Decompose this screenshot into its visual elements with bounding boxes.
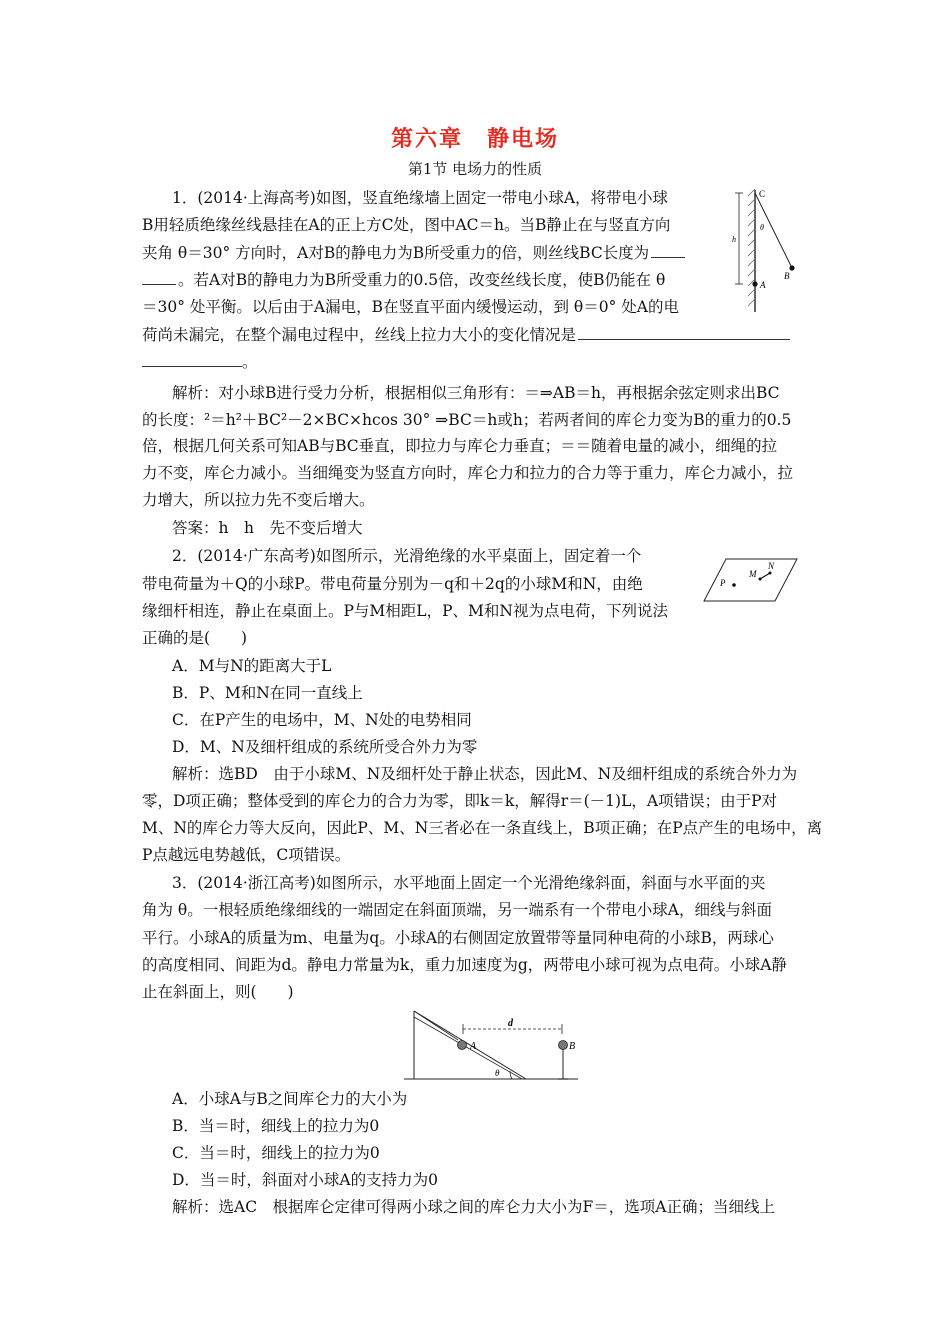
q2-line-4: 正确的是( ) xyxy=(142,629,248,647)
chapter-title: 第六章 静电场 xyxy=(390,126,559,152)
q3-option-c: C．当＝时，细线上的拉力为0 xyxy=(172,1144,380,1162)
q2-figure xyxy=(702,555,802,609)
q3-line-5: 止在斜面上，则( ) xyxy=(142,983,294,1001)
q3-option-b: B．当＝时，细线上的拉力为0 xyxy=(172,1117,380,1135)
fig2-label-m: M xyxy=(749,569,757,579)
answer-blank-1b xyxy=(142,270,176,285)
q1-line-7 xyxy=(142,352,258,372)
q1-analysis-1: 解析：对小球B进行受力分析，根据相似三角形有：＝⇒AB＝h，再根据余弦定则求出BC xyxy=(172,384,780,402)
fig2-label-p: P xyxy=(720,578,726,588)
q1-line-4 xyxy=(142,270,665,290)
q1-line-6-text: 荷尚未漏完，在整个漏电过程中，丝线上拉力大小的变化情况是 xyxy=(142,326,577,344)
fig2-label-n: N xyxy=(768,561,775,571)
q1-line-1: 1．(2014·上海高考)如图，竖直绝缘墙上固定一带电小球A，将带电小球 xyxy=(172,189,669,207)
q2-option-d: D．M、N及细杆组成的系统所受合外力为零 xyxy=(172,738,478,756)
q1-line-5: ＝30° 处平衡。以后由于A漏电，B在竖直平面内缓慢运动，到 θ＝0° 处A的电 xyxy=(142,298,679,316)
q1-line-6 xyxy=(142,325,790,345)
q1-analysis-3: 倍，根据几何关系可知AB与BC垂直，即拉力与库仑力垂直；＝＝随着电量的减小，细绳的拉 xyxy=(142,437,778,455)
q2-analysis-1: 解析：选BD 由于小球M、N及细杆处于静止状态，因此M、N及细杆组成的系统合外力为 xyxy=(172,765,798,783)
q3-figure xyxy=(400,1005,580,1087)
q3-option-d: D．当＝时，斜面对小球A的支持力为0 xyxy=(172,1171,438,1189)
answer-blank-2b xyxy=(142,352,242,367)
q2-option-a: A．M与N的距离大于L xyxy=(172,657,332,675)
q3-line-2: 角为 θ。一根轻质绝缘细线的一端固定在斜面顶端，另一端系有一个带电小球A，细线与斜面 xyxy=(142,901,772,919)
q2-analysis-4: P点越远电势越低，C项错误。 xyxy=(142,846,351,864)
fig1-label-a: A xyxy=(760,280,766,290)
section-title: 第1节 电场力的性质 xyxy=(407,160,543,178)
q3-analysis-1: 解析：选AC 根据库仑定律可得两小球之间的库仑力大小为F＝，选项A正确；当细线上 xyxy=(172,1198,776,1216)
q2-option-b: B．P、M和N在同一直线上 xyxy=(172,684,363,702)
q1-answer: 答案：h h 先不变后增大 xyxy=(172,519,363,537)
q3-line-4: 的高度相同、间距为d。静电力常量为k，重力加速度为g，两带电小球可视为点电荷。小球A静 xyxy=(142,956,787,974)
q3-line-1: 3．(2014·浙江高考)如图所示，水平地面上固定一个光滑绝缘斜面，斜面与水平面的夹 xyxy=(172,874,766,892)
q1-line-3-text: 夹角 θ＝30° 方向时，A对B的静电力为B所受重力的倍，则丝线BC长度为 xyxy=(142,244,650,262)
q2-line-3: 缘细杆相连，静止在桌面上。P与M相距L，P、M和N视为点电荷，下列说法 xyxy=(142,602,668,620)
q2-analysis-2: 零，D项正确；整体受到的库仑力的合力为零，即k＝k，解得r＝(－1)L，A项错误；由于P对 xyxy=(142,792,777,810)
fig1-label-b: B xyxy=(784,271,790,281)
fig1-label-c: C xyxy=(759,189,766,199)
q3-line-3: 平行。小球A的质量为m、电量为q。小球A的右侧固定放置带等量同种电荷的小球B，两球心 xyxy=(142,929,774,947)
q2-line-2: 带电荷量为＋Q的小球P。带电荷量分别为－q和＋2q的小球M和N，由绝 xyxy=(142,575,643,593)
q1-line-7-text: 。 xyxy=(242,353,258,371)
q1-figure xyxy=(722,186,812,320)
q2-analysis-3: M、N的库仑力等大反向，因此P、M、N三者必在一条直线上，B项正确；在P点产生的电场中，离 xyxy=(142,819,823,837)
q1-line-4-text: 。若A对B的静电力为B所受重力的0.5倍，改变丝线长度，使B仍能在 θ xyxy=(178,271,666,289)
q2-option-c: C．在P产生的电场中，M、N处的电势相同 xyxy=(172,711,472,729)
q3-option-a: A．小球A与B之间库仑力的大小为 xyxy=(172,1090,408,1108)
fig3-label-theta: θ xyxy=(495,1068,500,1078)
q1-analysis-2: 的长度：²＝h²＋BC²－2×BC×hcos 30° ⇒BC＝h或h；若两者间的库仑力变为B的重力的0.5 xyxy=(142,411,792,429)
answer-blank-2a xyxy=(578,325,790,340)
q1-analysis-4: 力不变，库仑力减小。当细绳变为竖直方向时，库仑力和拉力的合力等于重力，库仑力减小，拉 xyxy=(142,464,794,482)
fig3-label-b: B xyxy=(569,1041,576,1052)
fig1-label-h: h xyxy=(732,235,736,244)
q2-line-1: 2．(2014·广东高考)如图所示，光滑绝缘的水平桌面上，固定着一个 xyxy=(172,547,642,565)
fig3-label-a: A xyxy=(470,1041,477,1052)
q1-analysis-5: 力增大，所以拉力先不变后增大。 xyxy=(142,491,375,509)
q1-line-3 xyxy=(142,243,685,263)
answer-blank-1a xyxy=(651,243,685,258)
fig1-label-theta: θ xyxy=(760,223,764,232)
fig3-label-d: d xyxy=(508,1018,513,1029)
q1-line-2: B用轻质绝缘丝线悬挂在A的正上方C处，图中AC＝h。当B静止在与竖直方向 xyxy=(142,216,671,234)
